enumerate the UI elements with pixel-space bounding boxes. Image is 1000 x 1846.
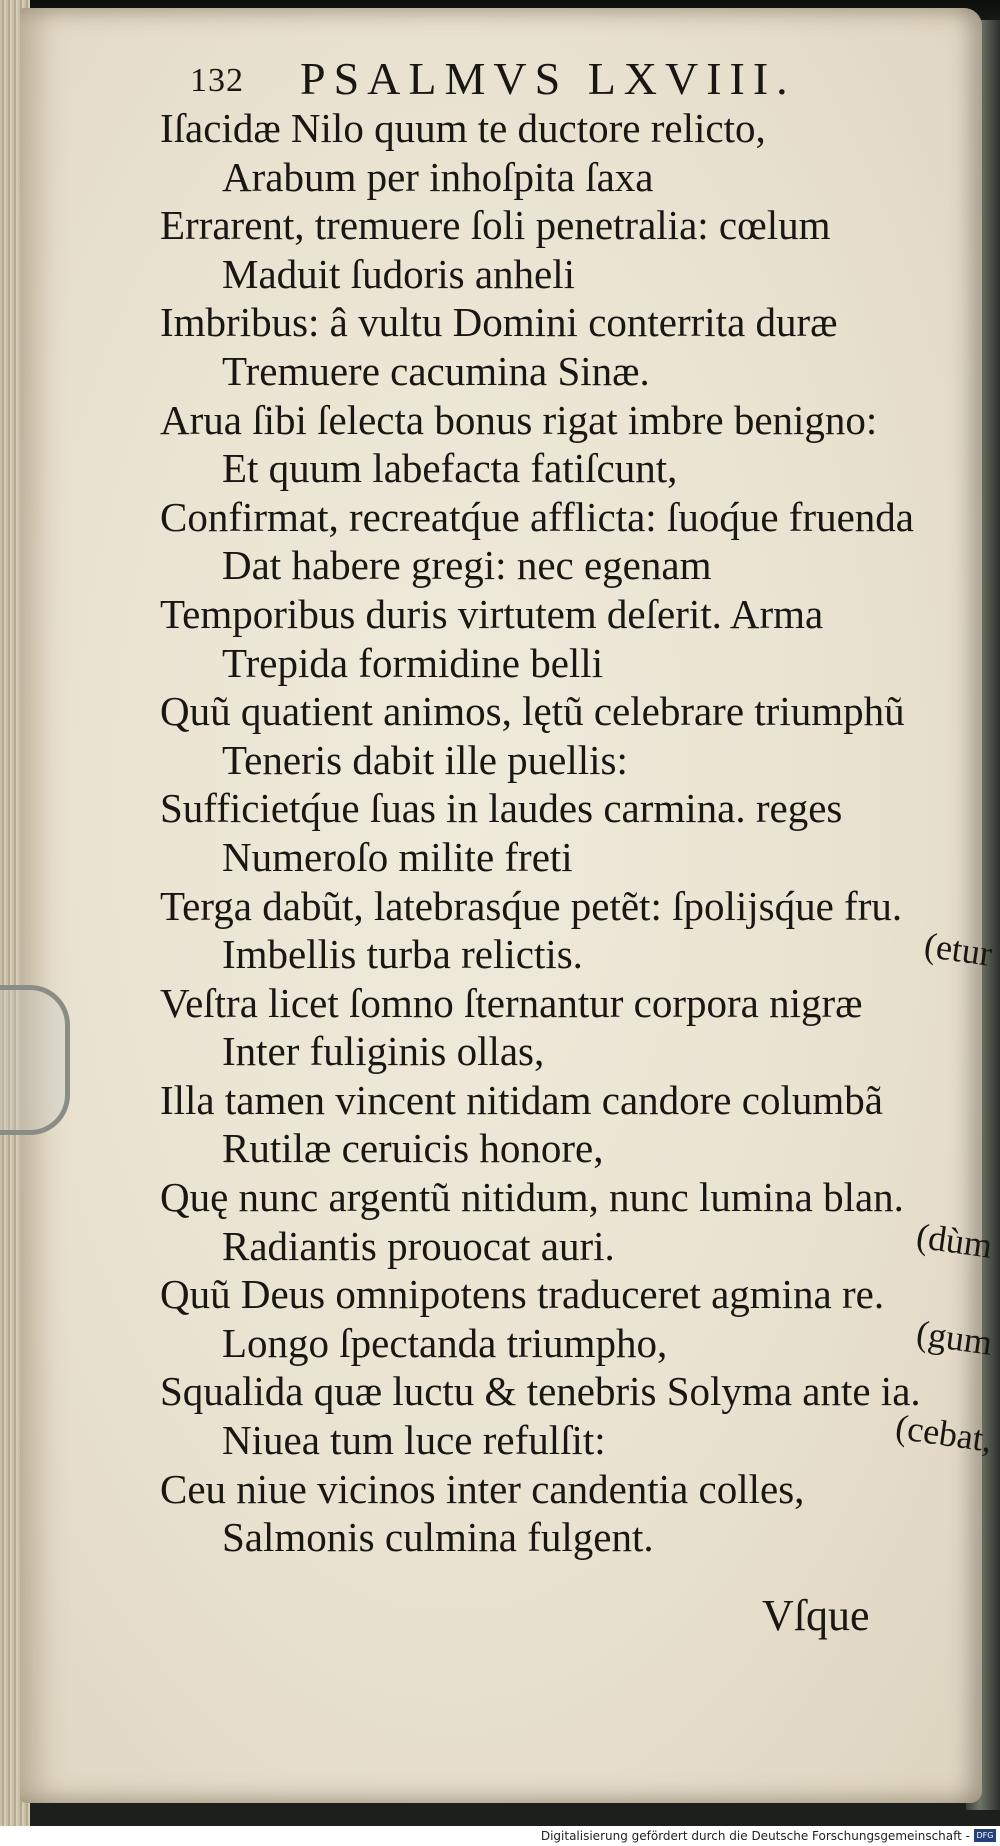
- catchword: Vſque: [762, 1591, 870, 1640]
- verse-line: [160, 1270, 980, 1319]
- page-clip: [0, 985, 70, 1135]
- verse-text: Terga dabũt, latebrasq́ue petẽt: ſpolijsq́ue fru.: [160, 882, 903, 929]
- verse-line: [160, 924, 995, 979]
- turnover-word: (etur: [921, 924, 995, 974]
- running-title: PSALMVS LXVIII.: [300, 53, 796, 104]
- verse-text: Tremuere cacumina Sinæ.: [222, 347, 650, 394]
- page-number: 132: [190, 62, 244, 99]
- verse-text: Iſacidæ Nilo quum te ductore relicto,: [160, 105, 766, 151]
- verse-text: Imbribus: â vultu Domini conterrita duræ: [160, 299, 838, 346]
- verse-line: [160, 590, 980, 639]
- verse-line: [160, 347, 980, 396]
- verse-text: Quę nunc argentũ nitidum, nunc lumina blan.: [160, 1174, 904, 1221]
- verse-text: Squalida quæ luctu & tenebris Solyma ante ia.: [160, 1368, 921, 1415]
- verse-line: [160, 298, 980, 347]
- page-header: [190, 48, 910, 108]
- verse-text: Numeroſo milite freti: [222, 833, 573, 880]
- verse-text: Et quum labefacta fatiſcunt,: [222, 445, 678, 492]
- verse-line: [160, 396, 980, 445]
- verse-line: [160, 979, 980, 1028]
- verse-block: [160, 104, 995, 1562]
- verse-line: [160, 1312, 995, 1368]
- verse-line: [160, 1076, 980, 1125]
- verse-text: Niuea tum luce refulſit:: [222, 1417, 606, 1464]
- verse-line: [160, 882, 980, 931]
- verse-text: Confirmat, recreatq́ue afflicta: ſuoq́ue fruenda: [160, 493, 914, 540]
- verse-text: Quũ quatient animos, lętũ celebrare triumphũ: [160, 688, 905, 735]
- verse-text: Rutilæ ceruicis honore,: [222, 1125, 604, 1172]
- verse-text: Teneris dabit ille puellis:: [222, 736, 628, 783]
- verse-text: Maduit ſudoris anheli: [222, 250, 576, 297]
- turnover-word: (cebat,: [893, 1406, 995, 1460]
- verse-text: Temporibus duris virtutem deſerit. Arma: [160, 590, 824, 637]
- verse-line: [160, 1124, 980, 1173]
- verse-text: Sufficietq́ue ſuas in laudes carmina. reges: [160, 785, 843, 832]
- verse-line: [160, 250, 980, 299]
- turnover-word: (dùm: [913, 1215, 995, 1266]
- verse-text: Errarent, tremuere ſoli penetralia: cœlum: [160, 202, 831, 249]
- verse-line: [160, 833, 980, 882]
- verse-text: Longo ſpectanda triumpho,: [222, 1319, 668, 1366]
- verse-line: [160, 1406, 995, 1465]
- verse-line: [160, 201, 980, 250]
- verse-text: Trepida formidine belli: [222, 639, 604, 686]
- verse-line: [160, 541, 980, 590]
- verse-text: Dat habere gregi: nec egenam: [222, 542, 712, 589]
- verse-text: Inter fuliginis ollas,: [222, 1028, 545, 1075]
- verse-text: Illa tamen vincent nitidam candore columbã: [160, 1076, 883, 1123]
- verse-line: [160, 784, 980, 833]
- verse-line: [160, 444, 980, 493]
- verse-text: Quũ Deus omnipotens traduceret agmina re.: [160, 1271, 885, 1318]
- verse-text: Veſtra licet ſomno ſternantur corpora nigræ: [160, 979, 863, 1026]
- digitization-credit: Digitalisierung gefördert durch die Deutsche Forschungsgemeinschaft -: [540, 1829, 970, 1843]
- verse-line: [160, 687, 980, 736]
- verse-line: [160, 1465, 980, 1514]
- verse-text: Imbellis turba relictis.: [222, 931, 583, 978]
- verse-line: [160, 1215, 995, 1271]
- verse-line: [160, 639, 980, 688]
- verse-line: [160, 1173, 980, 1222]
- dfg-logo: DFG: [974, 1829, 996, 1842]
- verse-line: [160, 1367, 980, 1416]
- verse-line: [160, 1027, 980, 1076]
- verse-text: Arua ſibi ſelecta bonus rigat imbre benigno:: [160, 396, 878, 443]
- verse-text: Arabum per inhoſpita ſaxa: [222, 153, 654, 200]
- book-page: [20, 8, 995, 1803]
- verse-line: [160, 153, 980, 202]
- turnover-word: (gum: [913, 1312, 995, 1363]
- verse-line: [160, 736, 980, 785]
- verse-line: [160, 1513, 980, 1562]
- verse-line: [160, 493, 980, 542]
- verse-text: Ceu niue vicinos inter candentia colles,: [160, 1465, 805, 1512]
- verse-text: Radiantis prouocat auri.: [222, 1222, 615, 1269]
- verse-line: [160, 104, 980, 153]
- verse-text: Salmonis culmina fulgent.: [222, 1514, 654, 1561]
